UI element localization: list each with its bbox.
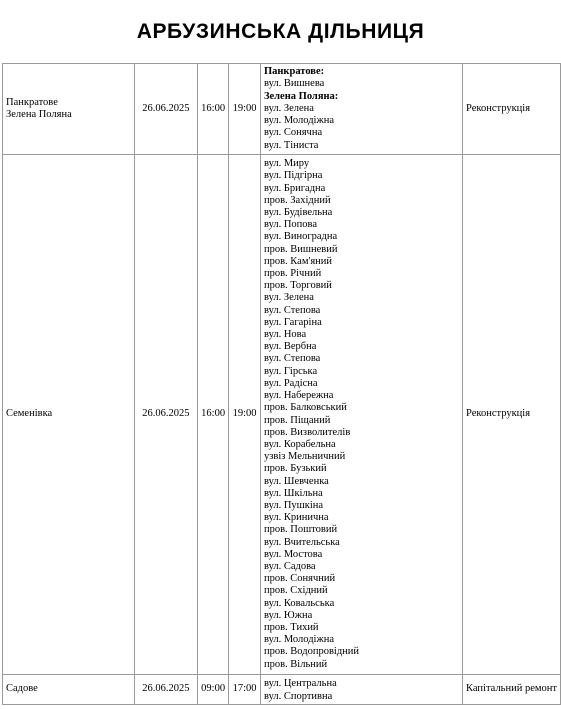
date-cell: 26.06.2025 [134,64,198,155]
street-item: вул. Степова [263,353,321,365]
street-item: вул. Садова [263,560,316,572]
street-item: вул. Зелена [263,292,314,304]
work-type-cell: Реконструкція [463,64,561,155]
street-item: вул. Зелена [263,102,314,114]
time-to-cell: 19:00 [229,155,261,675]
street-item: вул. Корабельна [263,438,336,450]
date-cell: 26.06.2025 [134,675,198,705]
locality-heading: Панкратове: [263,66,325,78]
street-item: вул. Будівельна [263,207,333,219]
locality-cell [3,64,135,155]
locality-name: Панкратове [6,96,58,108]
streets-cell [260,64,462,155]
time-from-cell: 16:00 [198,64,229,155]
date-cell: 26.06.2025 [134,155,198,675]
locality-name: Зелена Поляна [6,109,72,120]
street-item: пров. Кам'яний [263,255,333,267]
work-type-cell: Реконструкція [463,155,561,675]
street-item: вул. Вербна [263,341,317,353]
time-from-cell: 16:00 [198,155,229,675]
street-item: вул. Вишнева [263,78,325,90]
street-item: пров. Водопровідний [263,646,360,658]
street-item: вул. Молодіжна [263,634,335,646]
locality-name: Садове [6,683,38,695]
street-item: вул. Гірська [263,365,318,377]
locality-name: Семенівка [6,408,53,420]
street-item: вул. Молодіжна [263,115,335,127]
street-item: вул. Бригадна [263,182,326,194]
street-item: пров. Тихий [263,621,319,633]
street-item: пров. Торговий [263,280,332,292]
street-item: вул. Пушкіна [263,499,324,511]
time-to-cell: 19:00 [229,64,261,155]
table-row [3,155,561,675]
street-item: пров. Західний [263,194,331,206]
street-item: пров. Сонячний [263,573,336,585]
street-item: пров. Балковський [263,402,347,414]
street-item: вул. Спортивна [263,690,333,702]
street-item: вул. Набережна [263,390,334,402]
time-from-cell: 09:00 [198,675,229,705]
time-to-cell: 17:00 [229,675,261,705]
street-item: вул. Ковальська [263,597,335,609]
street-item: вул. Сонячна [263,127,323,139]
street-item: вул. Тіниста [263,139,319,151]
street-item: вул. Кринична [263,512,329,524]
street-item: вул. Нова [263,329,307,341]
street-item: пров. Бузький [263,463,327,475]
page-title: АРБУЗИНСЬКА ДІЛЬНИЦЯ [136,20,425,43]
street-item: вул. Попова [263,219,318,231]
street-item: вул. Гагаріна [263,316,322,328]
street-item: пров. Піщаний [263,414,331,426]
street-item: узвіз Мельничний [263,451,346,463]
street-item: пров. Вільний [263,658,328,670]
street-item: пров. Східний [263,585,328,597]
street-item: вул. Центральна [263,678,337,690]
street-item: вул. Южна [263,609,313,621]
locality-cell [3,155,135,675]
street-item: вул. Підгірна [263,170,323,182]
street-item: вул. Вчительська [263,536,340,548]
work-type-cell: Капітальний ремонт [463,675,561,705]
street-item: вул. Радісна [263,377,318,389]
street-item: пров. Річний [263,268,322,280]
table-row [3,675,561,705]
street-item: вул. Миру [263,158,310,170]
locality-heading: Зелена Поляна: [263,90,339,102]
street-item: пров. Поштовий [263,524,338,536]
street-item: вул. Степова [263,304,321,316]
street-item: вул. Виноградна [263,231,338,243]
street-item: пров. Вишневий [263,243,338,255]
street-item: вул. Шкільна [263,487,323,499]
streets-cell [260,155,462,675]
streets-cell [260,675,462,705]
street-item: вул. Мостова [263,548,323,560]
street-item: вул. Шевченка [263,475,329,487]
street-item: пров. Визволителів [263,426,351,438]
outage-schedule-table [2,63,561,705]
table-row [3,64,561,155]
locality-cell [3,675,135,705]
